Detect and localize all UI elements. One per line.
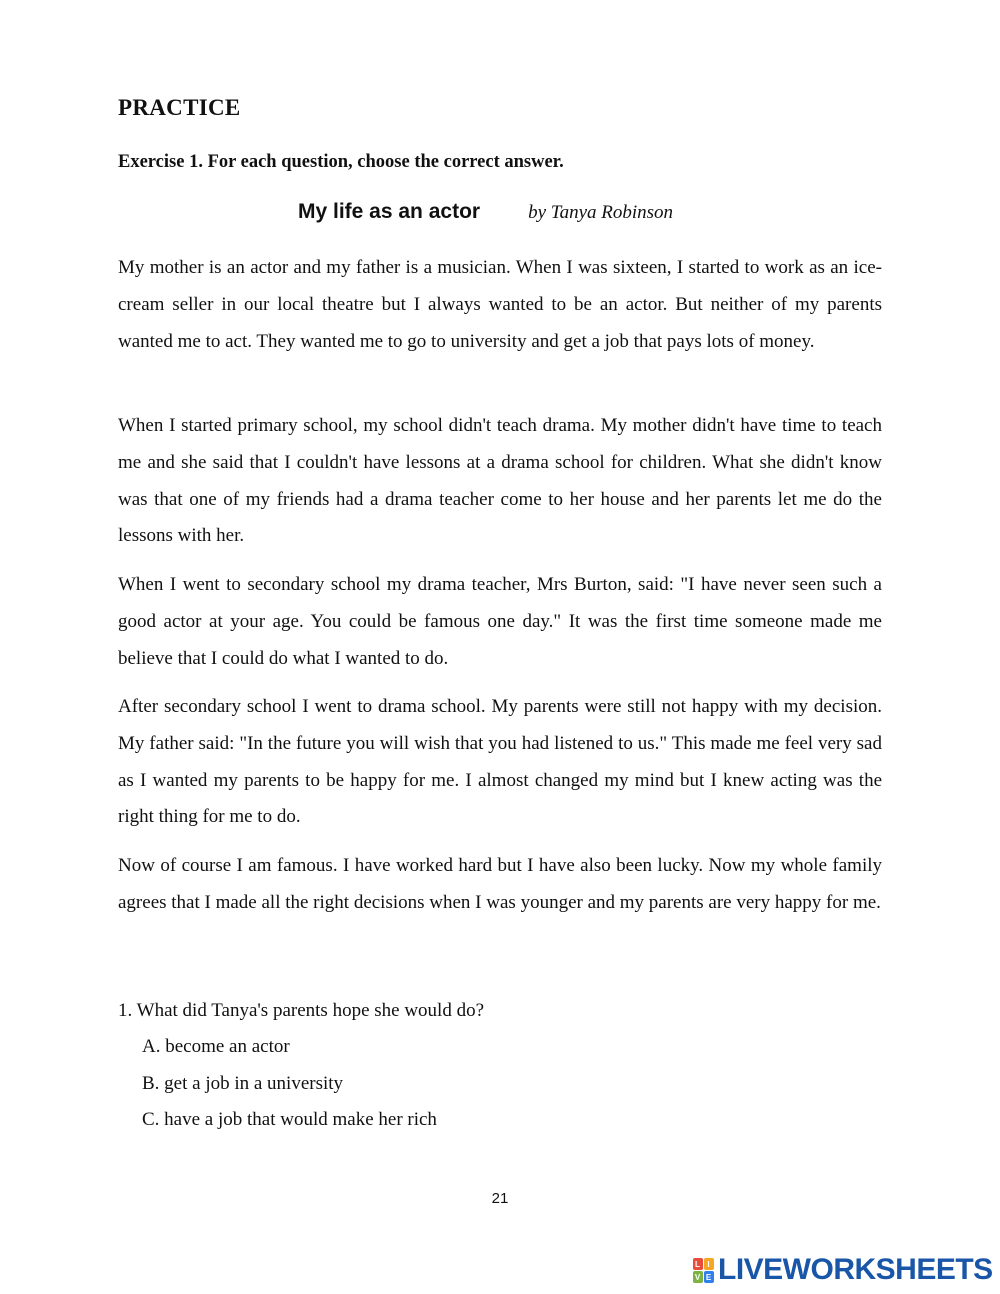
page-number: 21 [491, 1190, 509, 1207]
story-paragraph-2: When I started primary school, my school didn't teach drama. My mother didn't have time to teach me and she said that I couldn't have lessons at a drama school for children. What she didn't know was that one of my friends had a drama teacher come to her house and her parents let me do the lessons with her. [118, 415, 882, 547]
story-author: by Tanya Robinson [528, 202, 674, 223]
story-paragraph-3: When I went to secondary school my drama teacher, Mrs Burton, said: "I have never seen such a good actor at your age. You could be famous one day." It was the first time someone made me believe that I could do what I wanted to do. [118, 574, 882, 669]
liveworksheets-watermark [692, 1252, 993, 1288]
logo-tile: L [693, 1258, 703, 1270]
story-title: My life as an actor [298, 200, 481, 223]
story-paragraph-4: After secondary school I went to drama school. My parents were still not happy with my decision. My father said: "In the future you will wish that you had listened to us." This made me feel very sad as I wanted my parents to be happy for me. I almost changed my mind but I knew acting was the right thing for me to do. [118, 696, 882, 828]
section-title: PRACTICE [118, 95, 241, 120]
logo-tile: E [704, 1271, 714, 1283]
story-paragraph-5: Now of course I am famous. I have worked hard but I have also been lucky. Now my whole family agrees that I made all the right decisions when I was younger and my parents are very happy for me. [118, 855, 882, 913]
logo-tile: V [693, 1271, 703, 1283]
liveworksheets-logo-icon [692, 1257, 714, 1283]
story-heading [298, 200, 673, 224]
question-1-option-b[interactable]: B. get a job in a university [142, 1073, 344, 1094]
story-paragraph-1: My mother is an actor and my father is a musician. When I was sixteen, I started to work as an ice-cream seller in our local theatre but I always wanted to be an actor. But neither of my parents wanted me to act. They wanted me to go to university and get a job that pays lots of money. [118, 257, 882, 352]
watermark-text: LIVEWORKSHEETS [718, 1253, 993, 1286]
exercise-instruction: Exercise 1. For each question, choose the correct answer. [118, 152, 564, 172]
question-1-option-a[interactable]: A. become an actor [142, 1036, 290, 1057]
logo-tile: I [704, 1258, 714, 1270]
question-1-option-c[interactable]: C. have a job that would make her rich [142, 1109, 437, 1130]
question-1-text: 1. What did Tanya's parents hope she would do? [118, 1000, 485, 1021]
